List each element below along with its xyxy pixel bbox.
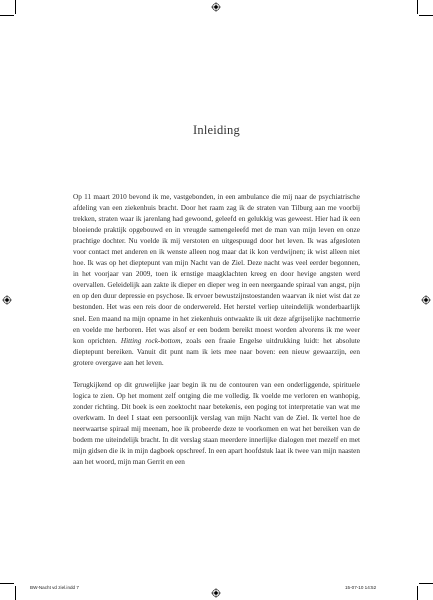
crop-mark xyxy=(419,15,433,16)
crop-mark xyxy=(419,583,433,584)
paragraph-1 xyxy=(73,192,360,369)
crop-mark xyxy=(417,586,418,600)
italic-phrase: Hitting rock-bottom xyxy=(120,336,181,345)
text-run: , zoals een fraaie Engelse uitdrukking luidt: het absolute dieptepunt bereiken. Vanuit dit punt nam ik iets mee naar boven: een nieuw gewaarzijn, een grotere overgave aan het leven. xyxy=(73,336,360,367)
registration-mark-top-icon xyxy=(211,2,221,12)
paragraph-2 xyxy=(73,380,360,468)
text-run: Op 11 maart 2010 bevond ik me, vastgebonden, in een ambulance die mij naar de psychiatrische afdeling van een ziekenhuis bracht. Door het raam zag ik de straten van Tilburg aan me voorbij trekken, straten waar ik jarenlang had gewoond, geleefd en gelukkig was geweest. Hier had ik een bloeiende praktijk opgebouwd en in vreugde samengeleefd met de man van mijn leven en onze prachtige dochter. Nu voelde ik mij verstoten en uitgespuugd door het leven. Ik was afgesloten voor contact met anderen en ik wenste alleen nog maar dat ik kon verdwijnen; ik wist alleen niet hoe. Ik was op het dieptepunt van mijn Nacht van de Ziel. Deze nacht was veel eerder begonnen, in het voorjaar van 2009, toen ik ernstige maagklachten kreeg en door hevige angsten werd overvallen. Geleidelijk aan zakte ik dieper en dieper weg in een neergaande spiraal van angst, pijn en op den duur depressie en psychose. Ik ervoer bewustzijnstoestanden waarvan ik niet wist dat ze bestonden. Het was een reis door de onderwereld. Het herstel verliep uiteindelijk wonderbaarlijk snel. Een maand na mijn opname in het ziekenhuis ontwaakte ik uit deze afgrijselijke nachtmerrie en voelde me herboren. Het was alsof er een bodem bereikt moest worden alvorens ik me weer kon oprichten. xyxy=(73,193,360,345)
registration-mark-bottom-icon xyxy=(211,588,221,598)
crop-mark xyxy=(417,0,418,14)
chapter-title: Inleiding xyxy=(193,123,240,137)
body-text xyxy=(73,192,360,468)
slug-timestamp: 15-07-10 14:52 xyxy=(345,585,377,590)
slug-filename: BW-Nacht vd ziel.indd 7 xyxy=(30,585,79,590)
crop-mark xyxy=(15,0,16,14)
crop-mark xyxy=(0,15,14,16)
crop-mark xyxy=(15,586,16,600)
registration-mark-left-icon xyxy=(2,295,12,305)
text-run: Terugkijkend op dit gruwelijke jaar begin ik nu de contouren van een onderliggende, spirituele logica te zien. Op het moment zelf ontging die me volledig. Ik voelde me verloren en wanhopig, zonder richting. Dit boek is een zoektocht naar betekenis, een poging tot interpretatie van wat me overkwam. In deel I staat een persoonlijk verslag van mijn Nacht van de Ziel. Ik vertel hoe de neerwaartse spiraal mij meenam, hoe ik probeerde deze te voorkomen en wat het bereiken van de bodem me uiteindelijk bracht. In dit verslag staan meerdere innerlijke dialogen met mezelf en met mijn gidsen die ik in mijn dagboek opschreef. In een apart hoofdstuk laat ik twee van mijn naasten aan het woord, mijn man Gerrit en een xyxy=(73,380,360,467)
crop-mark xyxy=(0,583,14,584)
registration-mark-right-icon xyxy=(421,295,431,305)
